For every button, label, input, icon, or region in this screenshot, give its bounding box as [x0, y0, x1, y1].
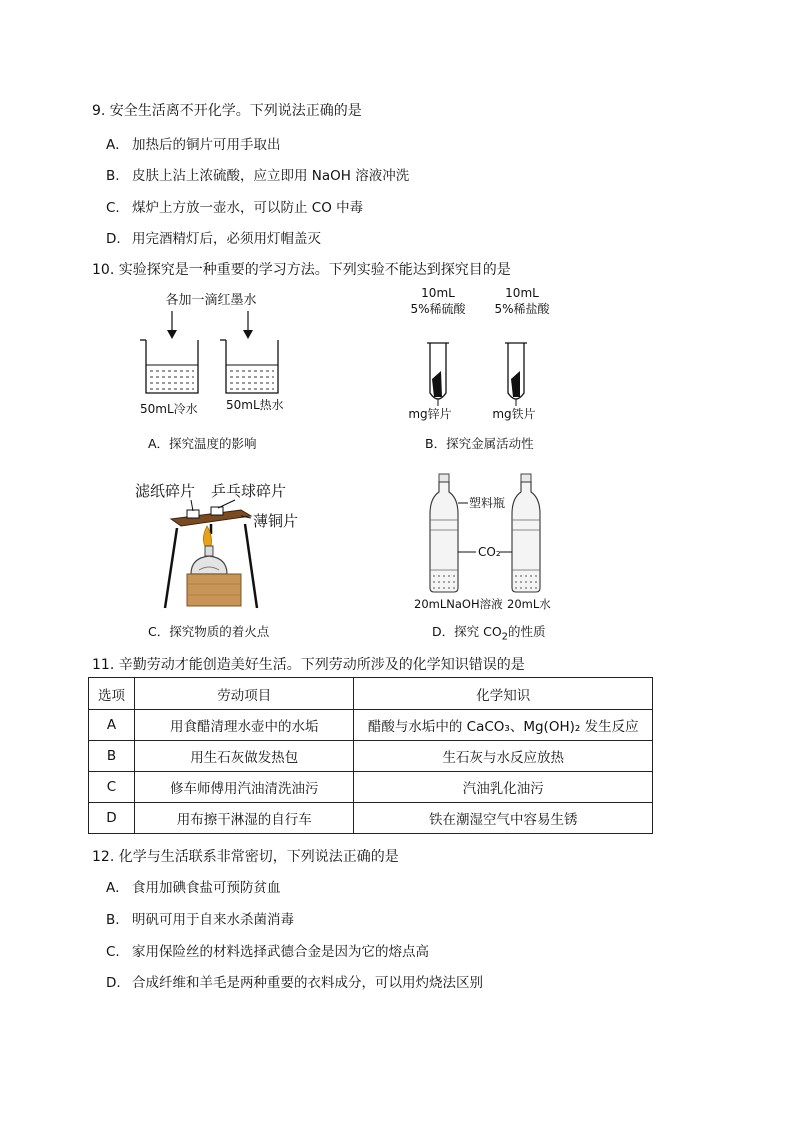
iron-test-tube	[505, 343, 527, 406]
zinc-test-tube	[427, 343, 449, 406]
figure-b-test-tubes	[400, 283, 580, 428]
table-row: A 用食醋清理水壶中的水垢 醋酸与水垢中的 CaCO₃、Mg(OH)₂ 发生反应	[89, 710, 653, 741]
header-option: 选项	[89, 678, 135, 710]
svg-text:5%稀盐酸: 5%稀盐酸	[494, 302, 550, 316]
q11-table	[88, 677, 653, 834]
q12-option-b: B. 明矾可用于自来水杀菌消毒	[106, 912, 294, 928]
table-header-row	[89, 678, 653, 710]
q10-stem: 10. 实验探究是一种重要的学习方法。下列实验不能达到探究目的是	[92, 262, 511, 278]
svg-text:mg锌片: mg锌片	[408, 407, 452, 421]
fig-a-caption: A．探究温度的影响	[148, 436, 257, 451]
svg-text:5%稀硫酸: 5%稀硫酸	[410, 302, 466, 316]
q9-option-d: D. 用完酒精灯后，必须用灯帽盖灭	[106, 231, 321, 247]
q12-option-a: A． 食用加碘食盐可预防贫血	[106, 880, 281, 896]
svg-text:乒乓球碎片: 乒乓球碎片	[211, 482, 287, 500]
svg-text:滤纸碎片: 滤纸碎片	[135, 482, 196, 500]
fig-a-left-label: 50mL冷水	[140, 402, 198, 416]
q9-option-c: C. 煤炉上方放一壶水，可以防止 CO 中毒	[106, 200, 364, 216]
table-row: C 修车师傅用汽油清洗油污 汽油乳化油污	[89, 772, 653, 803]
left-bottle	[430, 474, 458, 592]
table-row: D 用布擦干淋湿的自行车 铁在潮湿空气中容易生锈	[89, 803, 653, 834]
q12-option-c: C. 家用保险丝的材料选择武德合金是因为它的熔点高	[106, 944, 429, 960]
svg-text:10mL: 10mL	[421, 286, 455, 300]
fig-d-caption: D．探究 $CO_2$的性质	[432, 624, 546, 643]
q12-option-d: D. 合成纤维和羊毛是两种重要的衣料成分，可以用灼烧法区别	[106, 975, 483, 991]
q9-stem: 9. 安全生活离不开化学。下列说法正确的是	[92, 103, 362, 119]
alcohol-lamp	[191, 546, 227, 574]
right-bottle	[512, 474, 540, 592]
header-labor: 劳动项目	[134, 678, 354, 710]
svg-text:20mLNaOH溶液: 20mLNaOH溶液	[414, 597, 503, 611]
q9-option-b: B. 皮肤上沾上浓硫酸，应立即用 NaOH 溶液冲洗	[106, 168, 410, 184]
fig-a-top-label: 各加一滴红墨水	[165, 293, 257, 308]
figure-a-beakers	[130, 285, 300, 455]
figure-d-bottles	[412, 470, 572, 615]
wooden-block	[187, 574, 241, 606]
q12-stem: 12. 化学与生活联系非常密切，下列说法正确的是	[92, 849, 399, 865]
svg-text:10mL: 10mL	[505, 286, 539, 300]
q9-option-a: A． 加热后的铜片可用手取出	[106, 137, 281, 153]
hot-water-beaker	[220, 340, 278, 393]
fig-b-caption: B．探究金属活动性	[425, 436, 534, 451]
fig-a-right-label: 50mL热水	[226, 398, 284, 412]
svg-text:20mL水: 20mL水	[507, 597, 551, 611]
table-row: B 用生石灰做发热包 生石灰与水反应放热	[89, 741, 653, 772]
fig-c-caption: C．探究物质的着火点	[148, 624, 270, 639]
q11-stem: 11. 辛勤劳动才能创造美好生活。下列劳动所涉及的化学知识错误的是	[92, 657, 525, 673]
svg-text:薄铜片: 薄铜片	[253, 512, 299, 530]
pingpong-fragment	[211, 507, 223, 515]
paper-fragment	[187, 510, 199, 518]
svg-text:mg铁片: mg铁片	[492, 407, 536, 421]
header-knowledge: 化学知识	[354, 678, 653, 710]
svg-text:CO₂: CO₂	[478, 545, 501, 559]
cold-water-beaker	[140, 340, 198, 393]
svg-text:塑料瓶: 塑料瓶	[469, 496, 506, 510]
figure-c-ignition	[125, 474, 325, 614]
